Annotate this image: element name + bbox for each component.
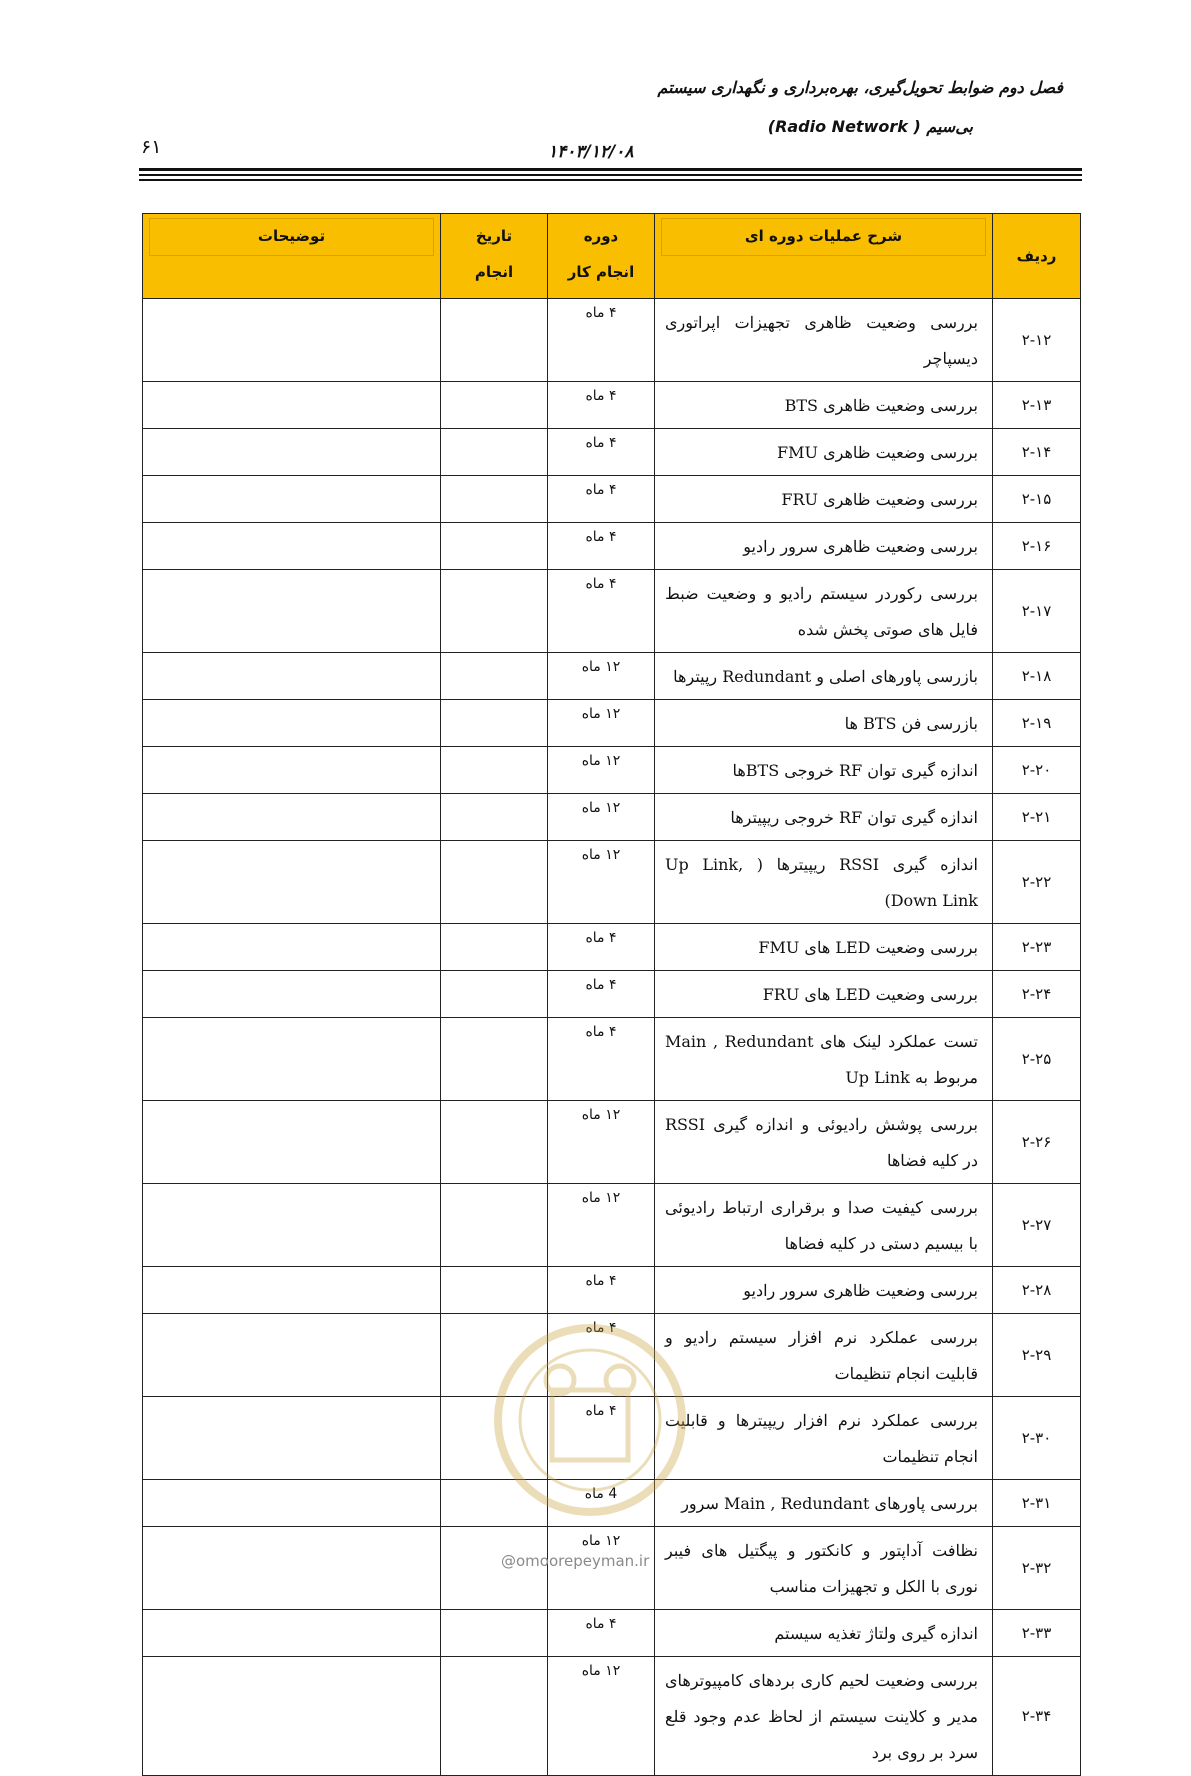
row-notes-cell[interactable]	[143, 382, 441, 429]
row-notes-cell[interactable]	[143, 747, 441, 794]
row-notes-cell[interactable]	[143, 299, 441, 382]
row-description: نظافت آداپتور و کانکتور و پیگتیل های فیبر نوری با الکل و تجهیزات مناسب	[655, 1527, 993, 1610]
row-date-cell[interactable]	[441, 794, 548, 841]
row-date-cell[interactable]	[441, 1184, 548, 1267]
row-notes-cell[interactable]	[143, 523, 441, 570]
row-period: 4 ماه	[548, 1480, 655, 1527]
row-description: اندازه گیری توان RF خروجی ریپیترها	[655, 794, 993, 841]
row-period: ۴ ماه	[548, 429, 655, 476]
row-date-cell[interactable]	[441, 1657, 548, 1776]
row-description: بررسی وضعیت ظاهری سرور رادیو	[655, 523, 993, 570]
row-number: ۲-۳۳	[993, 1610, 1081, 1657]
row-description: بررسی وضعیت ظاهری سرور رادیو	[655, 1267, 993, 1314]
row-number: ۲-۲۳	[993, 924, 1081, 971]
table-row	[143, 924, 1081, 971]
row-description: بازرسی فن BTS ها	[655, 700, 993, 747]
header-period	[548, 214, 655, 299]
row-period: ۱۲ ماه	[548, 653, 655, 700]
row-notes-cell[interactable]	[143, 1657, 441, 1776]
row-date-cell[interactable]	[441, 1397, 548, 1480]
row-number: ۲-۲۰	[993, 747, 1081, 794]
row-date-cell[interactable]	[441, 700, 548, 747]
row-number: ۲-۳۴	[993, 1657, 1081, 1776]
table-row	[143, 570, 1081, 653]
row-description: تست عملکرد لینک های Main , Redundant مربوط به Up Link	[655, 1018, 993, 1101]
row-number: ۲-۲۶	[993, 1101, 1081, 1184]
row-description: بررسی پاورهای Main , Redundant سرور	[655, 1480, 993, 1527]
row-period: ۱۲ ماه	[548, 747, 655, 794]
row-notes-cell[interactable]	[143, 1610, 441, 1657]
row-description: اندازه گیری توان RF خروجی BTSها	[655, 747, 993, 794]
row-description: بررسی کیفیت صدا و برقراری ارتباط رادیوئی با بیسیم دستی در کلیه فضاها	[655, 1184, 993, 1267]
row-notes-cell[interactable]	[143, 841, 441, 924]
row-notes-cell[interactable]	[143, 794, 441, 841]
row-description: بررسی وضعیت LED های FRU	[655, 971, 993, 1018]
row-description: بررسی وضعیت LED های FMU	[655, 924, 993, 971]
row-notes-cell[interactable]	[143, 1480, 441, 1527]
row-period: ۴ ماه	[548, 971, 655, 1018]
row-notes-cell[interactable]	[143, 429, 441, 476]
table-row	[143, 1610, 1081, 1657]
header-date-line2: انجام	[474, 263, 514, 281]
row-period: ۱۲ ماه	[548, 1527, 655, 1610]
table-row	[143, 1018, 1081, 1101]
row-number: ۲-۲۱	[993, 794, 1081, 841]
row-number: ۲-۲۲	[993, 841, 1081, 924]
table-header-row	[143, 214, 1081, 299]
row-number: ۲-۱۴	[993, 429, 1081, 476]
table-row	[143, 1397, 1081, 1480]
row-number: ۲-۲۷	[993, 1184, 1081, 1267]
row-period: ۱۲ ماه	[548, 1657, 655, 1776]
row-period: ۴ ماه	[548, 476, 655, 523]
table-row	[143, 653, 1081, 700]
row-date-cell[interactable]	[441, 382, 548, 429]
row-notes-cell[interactable]	[143, 700, 441, 747]
chapter-title: فصل دوم ضوابط تحویل‌گیری، بهره‌برداری و نگهداری سیستم	[657, 78, 1063, 97]
row-date-cell[interactable]	[441, 924, 548, 971]
footer-website: @omoorepeyman.ir	[501, 1552, 650, 1570]
header-notes	[143, 214, 441, 299]
table-row	[143, 794, 1081, 841]
row-number: ۲-۳۰	[993, 1397, 1081, 1480]
row-period: ۱۲ ماه	[548, 841, 655, 924]
row-description: بررسی رکوردر سیستم رادیو و وضعیت ضبط فایل های صوتی پخش شده	[655, 570, 993, 653]
header-date	[441, 214, 548, 299]
row-period: ۱۲ ماه	[548, 1101, 655, 1184]
row-number: ۲-۲۴	[993, 971, 1081, 1018]
row-number: ۲-۳۲	[993, 1527, 1081, 1610]
row-description: بازرسی پاورهای اصلی و Redundant رپیترها	[655, 653, 993, 700]
row-description: بررسی وضعیت ظاهری FRU	[655, 476, 993, 523]
row-date-cell[interactable]	[441, 1101, 548, 1184]
header-rule-1	[139, 168, 1082, 171]
row-date-cell[interactable]	[441, 429, 548, 476]
row-notes-cell[interactable]	[143, 476, 441, 523]
row-notes-cell[interactable]	[143, 570, 441, 653]
row-period: ۱۲ ماه	[548, 1184, 655, 1267]
row-number: ۲-۱۷	[993, 570, 1081, 653]
row-number: ۲-۱۵	[993, 476, 1081, 523]
row-description: بررسی عملکرد نرم افزار ریپیترها و قابلیت انجام تنظیمات	[655, 1397, 993, 1480]
row-period: ۴ ماه	[548, 1018, 655, 1101]
row-notes-cell[interactable]	[143, 1397, 441, 1480]
table-row	[143, 841, 1081, 924]
row-number: ۲-۱۳	[993, 382, 1081, 429]
row-description: بررسی وضعیت ظاهری BTS	[655, 382, 993, 429]
row-number: ۲-۲۹	[993, 1314, 1081, 1397]
row-period: ۴ ماه	[548, 523, 655, 570]
row-period: ۴ ماه	[548, 924, 655, 971]
table-row	[143, 299, 1081, 382]
page-number: ۶۱	[141, 136, 162, 158]
table-row	[143, 1267, 1081, 1314]
row-notes-cell[interactable]	[143, 1184, 441, 1267]
row-notes-cell[interactable]	[143, 1018, 441, 1101]
row-period: ۴ ماه	[548, 1314, 655, 1397]
row-date-cell[interactable]	[441, 841, 548, 924]
row-notes-cell[interactable]	[143, 653, 441, 700]
row-number: ۲-۱۸	[993, 653, 1081, 700]
row-date-cell[interactable]	[441, 653, 548, 700]
row-notes-cell[interactable]	[143, 924, 441, 971]
row-date-cell[interactable]	[441, 971, 548, 1018]
table-row	[143, 1480, 1081, 1527]
row-number: ۲-۱۲	[993, 299, 1081, 382]
row-date-cell[interactable]	[441, 299, 548, 382]
row-description: اندازه گیری RSSI ریپیترها ( Up Link, Down Link)	[655, 841, 993, 924]
header-period-line2: انجام کار	[567, 263, 635, 281]
row-date-cell[interactable]	[441, 476, 548, 523]
row-description: بررسی وضعیت ظاهری تجهیزات اپراتوری دیسپاچر	[655, 299, 993, 382]
table-row	[143, 700, 1081, 747]
row-period: ۴ ماه	[548, 570, 655, 653]
row-date-cell[interactable]	[441, 747, 548, 794]
row-notes-cell[interactable]	[143, 1527, 441, 1610]
operations-table	[142, 213, 1081, 1776]
row-description: بررسی پوشش رادیوئی و اندازه گیری RSSI در کلیه فضاها	[655, 1101, 993, 1184]
row-notes-cell[interactable]	[143, 971, 441, 1018]
row-period: ۴ ماه	[548, 1267, 655, 1314]
row-period: ۴ ماه	[548, 299, 655, 382]
row-date-cell[interactable]	[441, 1018, 548, 1101]
header-description-label: شرح عملیات دوره ای	[661, 218, 986, 256]
row-description: اندازه گیری ولتاژ تغذیه سیستم	[655, 1610, 993, 1657]
table-row	[143, 429, 1081, 476]
header-rule-2	[139, 174, 1082, 176]
row-period: ۴ ماه	[548, 1610, 655, 1657]
table-row	[143, 476, 1081, 523]
row-period: ۱۲ ماه	[548, 700, 655, 747]
row-period: ۱۲ ماه	[548, 794, 655, 841]
row-number: ۲-۲۸	[993, 1267, 1081, 1314]
row-period: ۴ ماه	[548, 382, 655, 429]
table-row	[143, 1657, 1081, 1776]
row-notes-cell[interactable]	[143, 1314, 441, 1397]
row-number: ۲-۱۶	[993, 523, 1081, 570]
document-date: ۱۴۰۳/۱۲/۰۸	[548, 142, 634, 162]
header-row-number	[993, 214, 1081, 299]
row-number: ۲-۲۵	[993, 1018, 1081, 1101]
row-description: بررسی وضعیت لحیم کاری بردهای کامپیوترهای مدیر و کلاینت سیستم از لحاظ عدم وجود قلع سرد بر روی برد	[655, 1657, 993, 1776]
header-period-line1: دوره	[583, 227, 619, 245]
header-description	[655, 214, 993, 299]
table-row	[143, 1101, 1081, 1184]
table-row	[143, 382, 1081, 429]
row-description: بررسی عملکرد نرم افزار سیستم رادیو و قابلیت انجام تنظیمات	[655, 1314, 993, 1397]
table-row	[143, 747, 1081, 794]
row-description: بررسی وضعیت ظاهری FMU	[655, 429, 993, 476]
table-row	[143, 1184, 1081, 1267]
row-date-cell[interactable]	[441, 1314, 548, 1397]
header-date-line1: تاریخ	[475, 227, 513, 245]
header-notes-label: توضیحات	[149, 218, 434, 256]
header-row-number-label: ردیف	[1016, 247, 1057, 265]
row-date-cell[interactable]	[441, 1610, 548, 1657]
row-number: ۲-۳۱	[993, 1480, 1081, 1527]
row-date-cell[interactable]	[441, 523, 548, 570]
row-notes-cell[interactable]	[143, 1101, 441, 1184]
table-row	[143, 971, 1081, 1018]
row-number: ۲-۱۹	[993, 700, 1081, 747]
header-rule-3	[139, 179, 1082, 181]
row-notes-cell[interactable]	[143, 1267, 441, 1314]
row-date-cell[interactable]	[441, 1267, 548, 1314]
table-row	[143, 523, 1081, 570]
row-period: ۴ ماه	[548, 1397, 655, 1480]
chapter-subtitle: بی‌سیم ( Radio Network)	[767, 117, 973, 136]
row-date-cell[interactable]	[441, 1480, 548, 1527]
table-row	[143, 1314, 1081, 1397]
row-date-cell[interactable]	[441, 570, 548, 653]
